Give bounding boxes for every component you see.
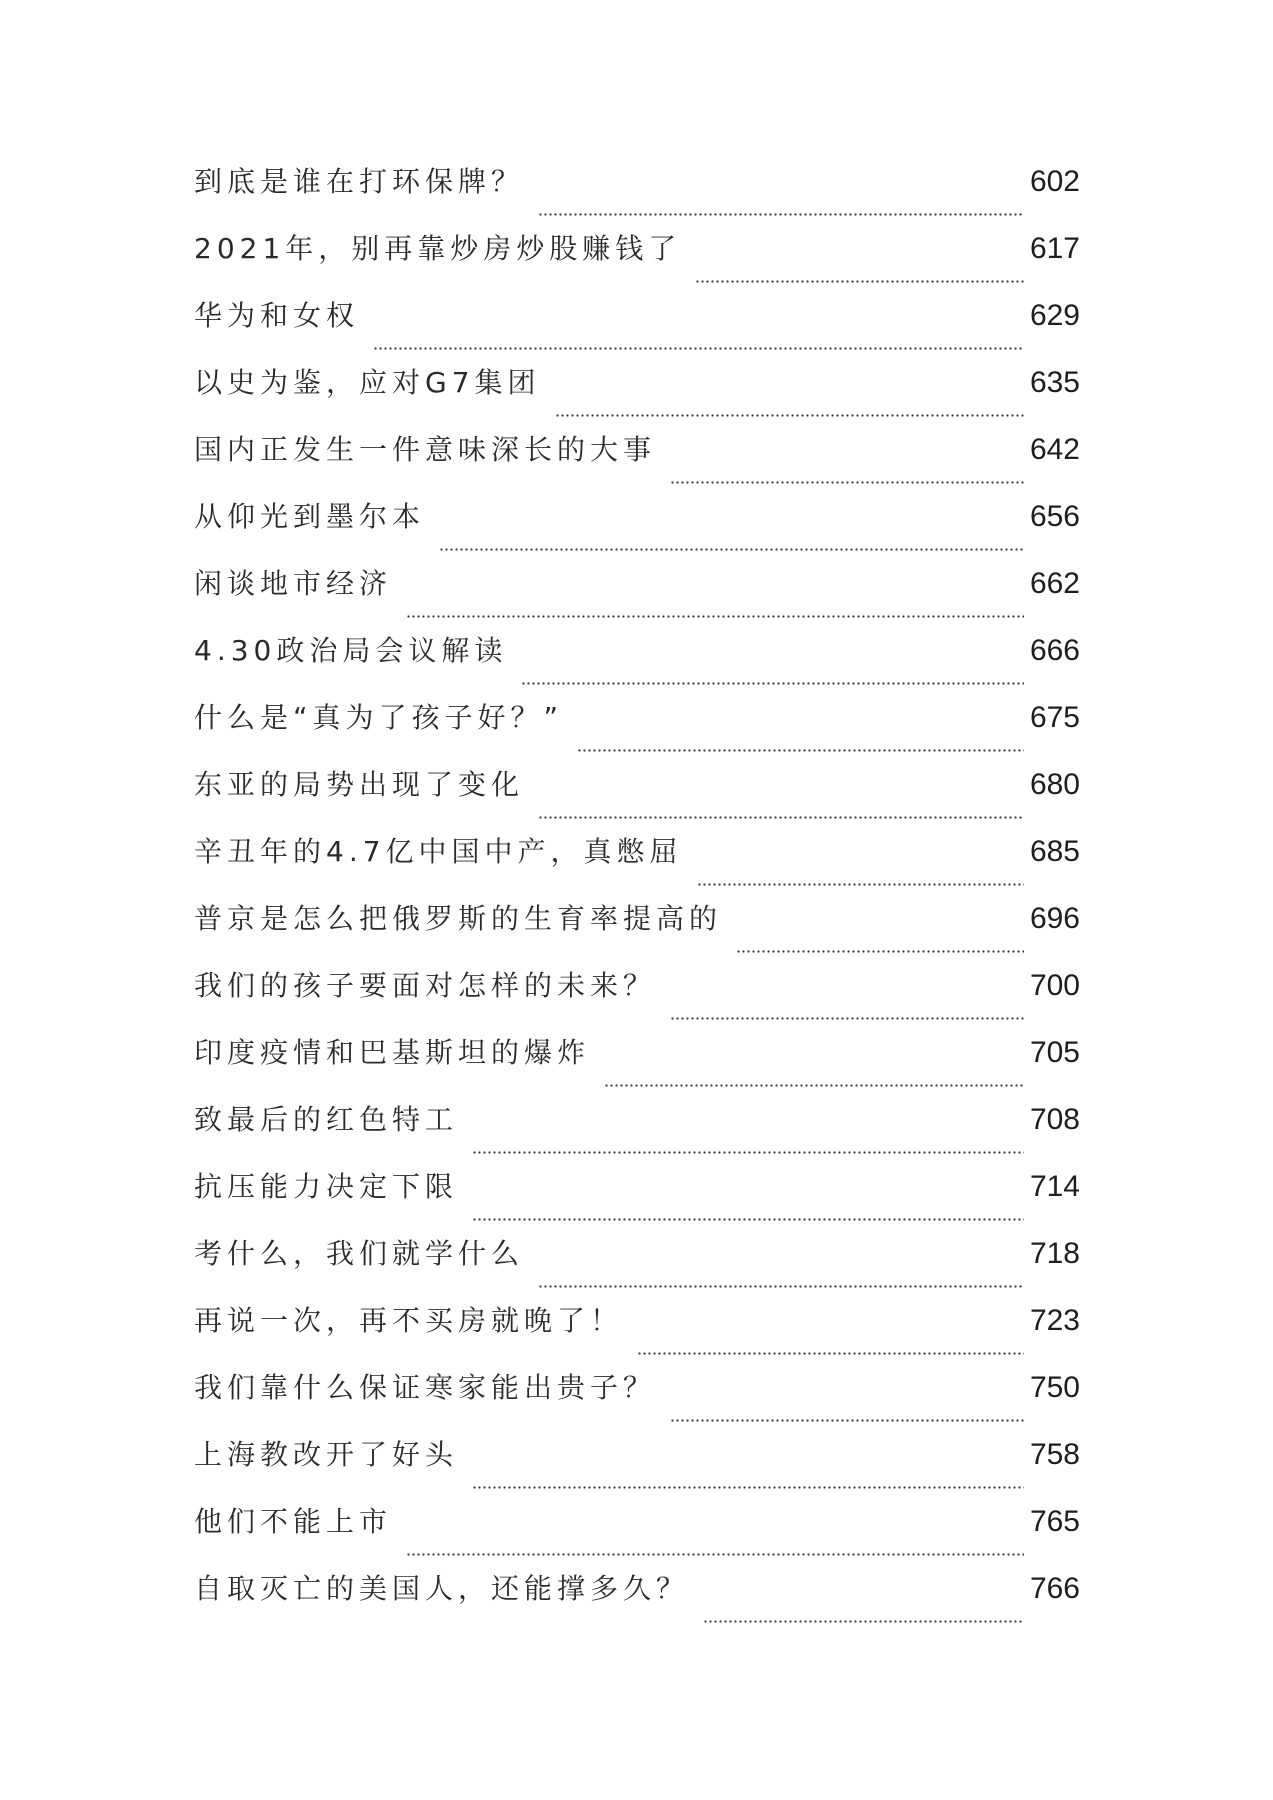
toc-entry-page-number: 708 (1029, 1103, 1080, 1136)
toc-entry-title: 上海教改开了好头 (194, 1438, 459, 1471)
toc-entry-title: 他们不能上市 (194, 1505, 393, 1538)
toc-entry-title: 考什么，我们就学什么 (194, 1237, 525, 1270)
toc-entry-title: 到底是谁在打环保牌？ (194, 165, 525, 198)
toc-dot-leader (670, 1419, 1024, 1422)
toc-dot-leader (538, 1285, 1024, 1288)
toc-entry (194, 1500, 1080, 1567)
toc-entry-page-number: 758 (1029, 1438, 1080, 1471)
toc-entry (194, 1366, 1080, 1433)
toc-entry (194, 830, 1080, 897)
toc-entry-page-number: 666 (1029, 634, 1080, 667)
toc-entry (194, 897, 1080, 964)
toc-entry-title: 什么是“真为了孩子好？” (194, 701, 564, 734)
toc-dot-leader (538, 213, 1024, 216)
table-of-contents (194, 160, 1080, 1634)
toc-entry (194, 1232, 1080, 1299)
toc-entry-title: 以史为鉴，应对G7集团 (194, 366, 541, 399)
toc-entry-page-number: 685 (1029, 835, 1080, 868)
toc-entry (194, 160, 1080, 227)
toc-entry-title: 闲谈地市经济 (194, 567, 393, 600)
toc-dot-leader (406, 1553, 1024, 1556)
toc-entry (194, 1098, 1080, 1165)
toc-entry (194, 696, 1080, 763)
toc-entry (194, 562, 1080, 629)
toc-entry (194, 1433, 1080, 1500)
toc-entry-title: 我们的孩子要面对怎样的未来？ (194, 969, 657, 1002)
toc-entry-page-number: 629 (1029, 299, 1080, 332)
toc-entry-title: 辛丑年的4.7亿中国中产，真憋屈 (194, 835, 683, 868)
toc-entry-page-number: 705 (1029, 1036, 1080, 1069)
toc-entry-page-number: 718 (1029, 1237, 1080, 1270)
toc-dot-leader (555, 414, 1024, 417)
toc-entry-page-number: 602 (1029, 165, 1080, 198)
toc-entry (194, 1567, 1080, 1634)
toc-entry-page-number: 617 (1029, 232, 1080, 265)
toc-dot-leader (538, 816, 1024, 819)
toc-entry-title: 华为和女权 (194, 299, 360, 332)
toc-entry-title: 4.30政治局会议解读 (194, 634, 508, 667)
toc-dot-leader (373, 347, 1024, 350)
toc-dot-leader (695, 280, 1024, 283)
toc-entry (194, 763, 1080, 830)
toc-entry-page-number: 680 (1029, 768, 1080, 801)
toc-dot-leader (577, 749, 1024, 752)
toc-entry-title: 抗压能力决定下限 (194, 1170, 459, 1203)
toc-entry-title: 普京是怎么把俄罗斯的生育率提高的 (194, 902, 723, 935)
toc-dot-leader (472, 1218, 1024, 1221)
toc-dot-leader (604, 1084, 1024, 1087)
toc-dot-leader (736, 950, 1024, 953)
toc-entry-title: 国内正发生一件意味深长的大事 (194, 433, 657, 466)
toc-entry-page-number: 714 (1029, 1170, 1080, 1203)
toc-entry-title: 东亚的局势出现了变化 (194, 768, 525, 801)
toc-entry-page-number: 696 (1029, 902, 1080, 935)
toc-entry-page-number: 766 (1029, 1572, 1080, 1605)
toc-dot-leader (439, 548, 1024, 551)
toc-entry-page-number: 662 (1029, 567, 1080, 600)
toc-entry (194, 964, 1080, 1031)
toc-entry-page-number: 750 (1029, 1371, 1080, 1404)
toc-entry-page-number: 723 (1029, 1304, 1080, 1337)
toc-dot-leader (472, 1486, 1024, 1489)
toc-entry-page-number: 635 (1029, 366, 1080, 399)
toc-entry (194, 227, 1080, 294)
toc-entry (194, 361, 1080, 428)
toc-entry (194, 1299, 1080, 1366)
toc-entry-page-number: 675 (1029, 701, 1080, 734)
toc-entry-page-number: 656 (1029, 500, 1080, 533)
toc-entry-page-number: 765 (1029, 1505, 1080, 1538)
toc-entry-title: 再说一次，再不买房就晚了！ (194, 1304, 624, 1337)
toc-dot-leader (670, 1017, 1024, 1020)
toc-entry (194, 629, 1080, 696)
toc-entry-page-number: 642 (1029, 433, 1080, 466)
toc-dot-leader (406, 615, 1024, 618)
toc-entry-title: 我们靠什么保证寒家能出贵子？ (194, 1371, 657, 1404)
toc-entry (194, 495, 1080, 562)
toc-dot-leader (472, 1151, 1024, 1154)
toc-entry-page-number: 700 (1029, 969, 1080, 1002)
toc-entry-title: 致最后的红色特工 (194, 1103, 459, 1136)
toc-entry-title: 自取灭亡的美国人，还能撑多久？ (194, 1572, 690, 1605)
toc-entry-title: 印度疫情和巴基斯坦的爆炸 (194, 1036, 591, 1069)
toc-dot-leader (521, 682, 1024, 685)
toc-entry (194, 294, 1080, 361)
toc-entry (194, 1165, 1080, 1232)
toc-dot-leader (697, 883, 1024, 886)
toc-entry-title: 从仰光到墨尔本 (194, 500, 426, 533)
toc-dot-leader (637, 1352, 1024, 1355)
toc-entry (194, 1031, 1080, 1098)
toc-entry (194, 428, 1080, 495)
toc-dot-leader (703, 1620, 1024, 1623)
toc-dot-leader (670, 481, 1024, 484)
toc-entry-title: 2021年，别再靠炒房炒股赚钱了 (194, 232, 682, 265)
